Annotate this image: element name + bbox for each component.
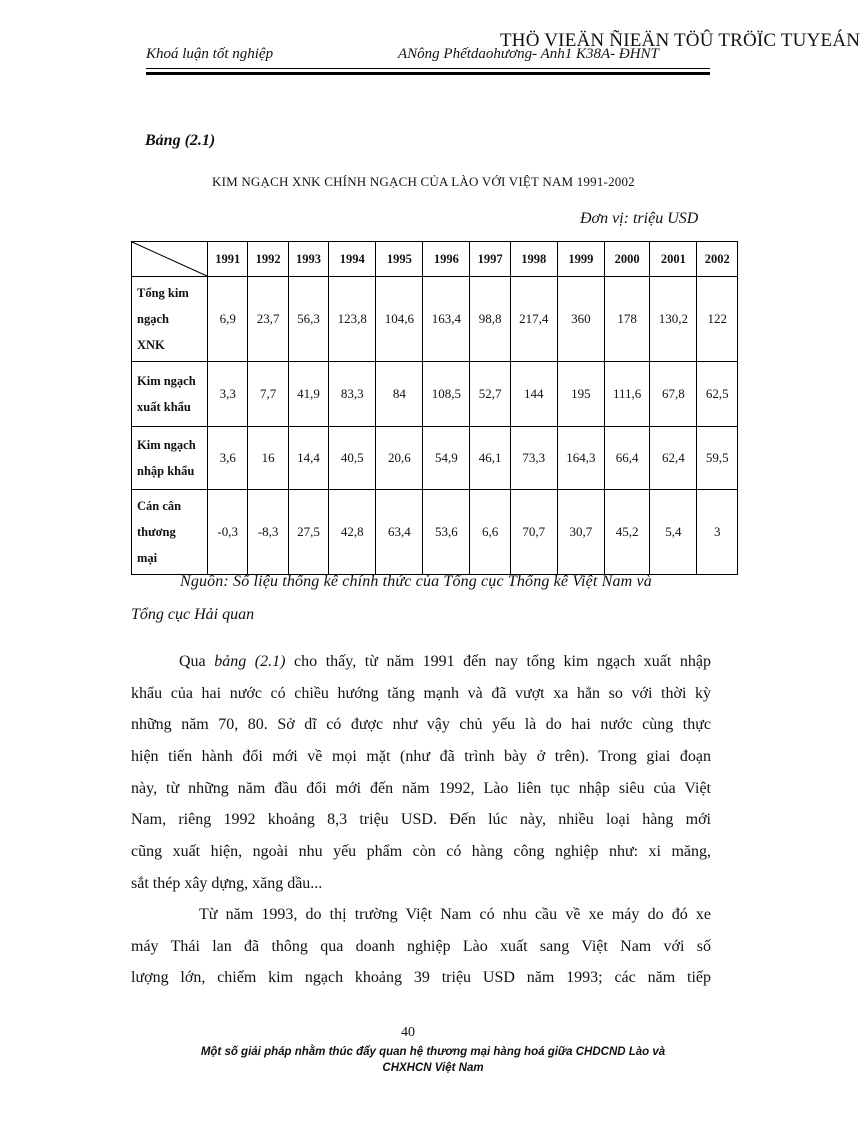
header-course-label: Khoá luận tốt nghiệp: [146, 46, 274, 62]
table-cell: 123,8: [329, 277, 376, 362]
source-text: : Số liệu thống kê chính thức của Tổng cục Thống kê Việt Nam và: [223, 573, 652, 590]
table-cell: 6,9: [208, 277, 248, 362]
year-header: 1999: [557, 242, 604, 277]
header-author: ANông Phếtdaohương- Anh1 K38A- ĐHNT: [398, 46, 659, 62]
table-cell: 16: [248, 427, 288, 490]
table-cell: -8,3: [248, 490, 288, 575]
footer-line: CHXHCN Việt Nam: [382, 1062, 484, 1074]
table-cell: 27,5: [288, 490, 328, 575]
year-header: 1997: [470, 242, 510, 277]
table-cell: 217,4: [510, 277, 557, 362]
row-label-line: Kim ngạch: [137, 438, 196, 452]
table-cell: 46,1: [470, 427, 510, 490]
year-header: 1995: [376, 242, 423, 277]
year-header: 1994: [329, 242, 376, 277]
table-cell: 67,8: [650, 362, 697, 427]
row-label-line: mại: [137, 551, 158, 565]
paragraph-text: Qua: [179, 653, 215, 670]
row-label-line: Tổng kim: [137, 286, 189, 300]
table-unit: Đơn vị: triệu USD: [580, 210, 699, 227]
paragraph-line: khẩu của hai nước có chiều hướng tăng mạnh và đã vượt xa hẳn so với thời kỳ: [131, 684, 711, 702]
table-cell: 144: [510, 362, 557, 427]
table-cell: 3: [697, 490, 738, 575]
year-header: 2001: [650, 242, 697, 277]
row-label-line: xuất khẩu: [137, 400, 191, 414]
table-cell: 122: [697, 277, 738, 362]
table-cell: 83,3: [329, 362, 376, 427]
table-cell: 66,4: [604, 427, 650, 490]
year-header: 1991: [208, 242, 248, 277]
table-cell: 3,3: [208, 362, 248, 427]
table-cell: 73,3: [510, 427, 557, 490]
table-cell: 52,7: [470, 362, 510, 427]
table-cell: 45,2: [604, 490, 650, 575]
table-cell: 14,4: [288, 427, 328, 490]
row-label-line: Kim ngạch: [137, 374, 196, 388]
table-reference: bảng (2.1): [214, 653, 286, 670]
trade-table: [131, 241, 738, 575]
table-cell: 62,5: [697, 362, 738, 427]
table-cell: 108,5: [423, 362, 470, 427]
paragraph-line: máy Thái lan đã thông qua doanh nghiệp Lào xuất sang Việt Nam với số: [131, 937, 711, 955]
table-row-balance: [132, 490, 738, 575]
paragraph-line: cũng xuất hiện, ngoài nhu yếu phẩm còn có hàng công nghiệp như: xi măng,: [131, 843, 711, 861]
source-prefix: Nguồn: [180, 573, 224, 590]
table-title: KIM NGẠCH XNK CHÍNH NGẠCH CỦA LÀO VỚI VIỆT NAM 1991-2002: [212, 174, 635, 189]
table-cell: 111,6: [604, 362, 650, 427]
table-row-export: [132, 362, 738, 427]
paragraph-line: [131, 646, 711, 678]
diagonal-line: [132, 242, 207, 276]
footer-line: Một số giải pháp nhằm thúc đẩy quan hệ thương mại hàng hoá giữa CHDCND Lào và: [200, 1046, 666, 1058]
table-cell: 164,3: [557, 427, 604, 490]
paragraph-line: sắt thép xây dựng, xăng dầu...: [131, 874, 323, 892]
table-corner-cell: [132, 242, 208, 277]
table-cell: 30,7: [557, 490, 604, 575]
year-header: 2000: [604, 242, 650, 277]
body-paragraph-2: [131, 899, 711, 994]
row-label: [132, 277, 208, 362]
table-cell: 54,9: [423, 427, 470, 490]
table-cell: 23,7: [248, 277, 288, 362]
year-header: 2002: [697, 242, 738, 277]
header-watermark: THÖ VIEÄN ÑIEÄN TÖÛ TRÖÏC TUYEÁN: [500, 30, 861, 51]
table-cell: 84: [376, 362, 423, 427]
header-rule-thick: [146, 72, 710, 75]
paragraph-line: lượng lớn, chiếm kim ngạch khoảng 39 triệu USD năm 1993; các năm tiếp: [131, 969, 711, 987]
table-cell: 20,6: [376, 427, 423, 490]
paragraph-line: Từ năm 1993, do thị trường Việt Nam có nhu cầu về xe máy do đó xe: [199, 906, 711, 923]
year-header: 1992: [248, 242, 288, 277]
table-cell: 53,6: [423, 490, 470, 575]
table-cell: 40,5: [329, 427, 376, 490]
paragraph-line: Nam, riêng 1992 khoảng 8,3 triệu USD. Đến lúc này, nhiều loại hàng mới: [131, 811, 711, 829]
paragraph-text: cho thấy, từ năm 1991 đến nay tổng kim ngạch xuất nhập: [285, 653, 712, 670]
table-cell: -0,3: [208, 490, 248, 575]
table-cell: 56,3: [288, 277, 328, 362]
table-row-total: [132, 277, 738, 362]
table-header-row: [132, 242, 738, 277]
table-cell: 360: [557, 277, 604, 362]
table-cell: 104,6: [376, 277, 423, 362]
row-label-line: Cán cân: [137, 499, 182, 513]
year-header: 1998: [510, 242, 557, 277]
paragraph-line: hiện tiến hành đổi mới về mọi mặt (như đã trình bày ở trên). Trong giai đoạn: [131, 748, 711, 766]
source-note-line1: [180, 573, 652, 591]
row-label: [132, 362, 208, 427]
table-label: Bảng (2.1): [145, 132, 216, 149]
header-rule-thin: [146, 68, 710, 69]
table-cell: 178: [604, 277, 650, 362]
row-label: [132, 490, 208, 575]
table-cell: 42,8: [329, 490, 376, 575]
table-cell: 41,9: [288, 362, 328, 427]
table-cell: 195: [557, 362, 604, 427]
table-cell: 70,7: [510, 490, 557, 575]
table-cell: 3,6: [208, 427, 248, 490]
table-cell: 6,6: [470, 490, 510, 575]
table-cell: 98,8: [470, 277, 510, 362]
paragraph-line: này, từ những năm đầu đổi mới đến năm 1992, Lào liên tục nhập siêu của Việt: [131, 779, 711, 797]
table-cell: 130,2: [650, 277, 697, 362]
body-paragraph-1: [131, 646, 711, 900]
source-note-line2: Tổng cục Hải quan: [131, 606, 255, 623]
row-label-line: thương: [137, 525, 176, 539]
page-number: 40: [401, 1025, 415, 1040]
table-row-import: [132, 427, 738, 490]
table-cell: 62,4: [650, 427, 697, 490]
row-label-line: ngạch: [137, 312, 169, 326]
year-header: 1996: [423, 242, 470, 277]
year-header: 1993: [288, 242, 328, 277]
row-label: [132, 427, 208, 490]
table-cell: 59,5: [697, 427, 738, 490]
footer-title: [0, 1044, 866, 1076]
table-cell: 63,4: [376, 490, 423, 575]
table-cell: 7,7: [248, 362, 288, 427]
row-label-line: XNK: [137, 338, 165, 352]
paragraph-line: những năm 70, 80. Sở dĩ có được như vậy chủ yếu là do hai nước cùng thực: [131, 716, 711, 734]
table-cell: 163,4: [423, 277, 470, 362]
table-cell: 5,4: [650, 490, 697, 575]
row-label-line: nhập khẩu: [137, 464, 195, 478]
